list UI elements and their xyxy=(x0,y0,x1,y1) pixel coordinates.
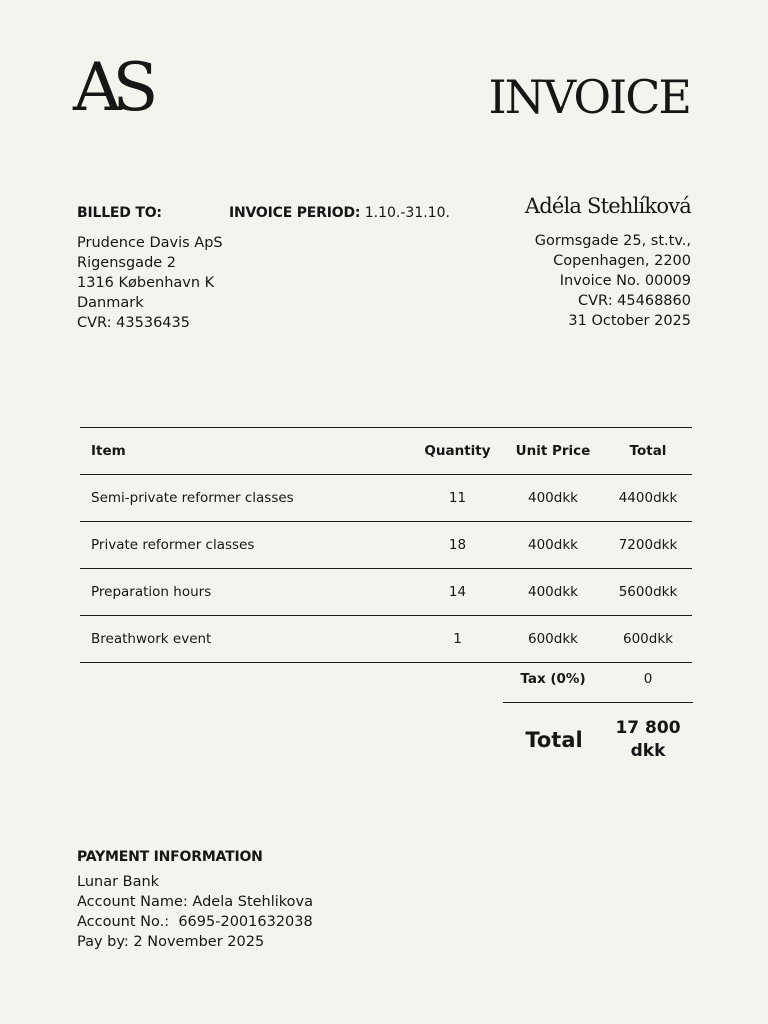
grand-total-label: Total xyxy=(525,728,583,752)
row-item: Breathwork event xyxy=(91,631,212,647)
row-item: Preparation hours xyxy=(91,584,212,600)
client-city: 1316 København K xyxy=(77,275,215,291)
client-address xyxy=(77,233,223,333)
table-row xyxy=(80,474,692,521)
summary-divider xyxy=(503,702,693,703)
header-quantity: Quantity xyxy=(424,443,491,459)
row-total: 7200dkk xyxy=(618,537,678,553)
grand-total-amount: 17 800 xyxy=(615,718,681,738)
client-country: Danmark xyxy=(77,295,144,311)
invoice-period-value: 1.10.-31.10. xyxy=(364,205,450,221)
account-name: Account Name: Adela Stehlikova xyxy=(77,894,314,910)
logo: AS xyxy=(73,49,150,126)
pay-by-date: Pay by: 2 November 2025 xyxy=(77,934,265,950)
client-street: Rigensgade 2 xyxy=(77,255,177,271)
tax-label: Tax (0%) xyxy=(520,671,586,687)
account-number: Account No.: 6695-2001632038 xyxy=(77,914,313,930)
payment-info-title: PAYMENT INFORMATION xyxy=(77,849,263,865)
header-unit-price: Unit Price xyxy=(515,443,591,459)
tax-value: 0 xyxy=(643,671,653,687)
row-total: 4400dkk xyxy=(618,490,678,506)
row-quantity: 14 xyxy=(448,584,467,600)
row-total: 600dkk xyxy=(623,631,673,647)
row-total: 5600dkk xyxy=(618,584,678,600)
table-row xyxy=(80,568,692,615)
sender-details xyxy=(535,231,691,331)
invoice-period-label: INVOICE PERIOD: xyxy=(229,205,361,221)
row-quantity: 18 xyxy=(448,537,467,553)
table-row xyxy=(80,521,692,568)
row-unit-price: 400dkk xyxy=(528,584,578,600)
sender-street: Gormsgade 25, st.tv., xyxy=(534,233,691,249)
grand-total-value xyxy=(602,717,694,763)
header-item: Item xyxy=(91,443,126,459)
invoice-number: Invoice No. 00009 xyxy=(559,273,691,289)
document-title: INVOICE xyxy=(488,70,690,124)
row-item: Private reformer classes xyxy=(91,537,255,553)
invoice-date: 31 October 2025 xyxy=(568,313,691,329)
invoice-period xyxy=(229,205,450,221)
row-unit-price: 400dkk xyxy=(528,537,578,553)
billed-to-label: BILLED TO: xyxy=(77,205,162,221)
row-quantity: 1 xyxy=(453,631,462,647)
row-unit-price: 400dkk xyxy=(528,490,578,506)
bank-name: Lunar Bank xyxy=(77,874,160,890)
row-item: Semi-private reformer classes xyxy=(91,490,294,506)
client-cvr: CVR: 43536435 xyxy=(77,315,190,331)
row-quantity: 11 xyxy=(448,490,467,506)
client-name: Prudence Davis ApS xyxy=(77,235,223,251)
grand-total-currency: dkk xyxy=(630,741,666,761)
table-row xyxy=(80,615,692,663)
header-total: Total xyxy=(629,443,667,459)
line-items-table xyxy=(80,427,692,663)
payment-info xyxy=(77,872,313,952)
sender-cvr: CVR: 45468860 xyxy=(578,293,691,309)
sender-city: Copenhagen, 2200 xyxy=(553,253,691,269)
table-header-row xyxy=(80,427,692,474)
row-unit-price: 600dkk xyxy=(528,631,578,647)
sender-name: Adéla Stehlíková xyxy=(524,194,691,218)
